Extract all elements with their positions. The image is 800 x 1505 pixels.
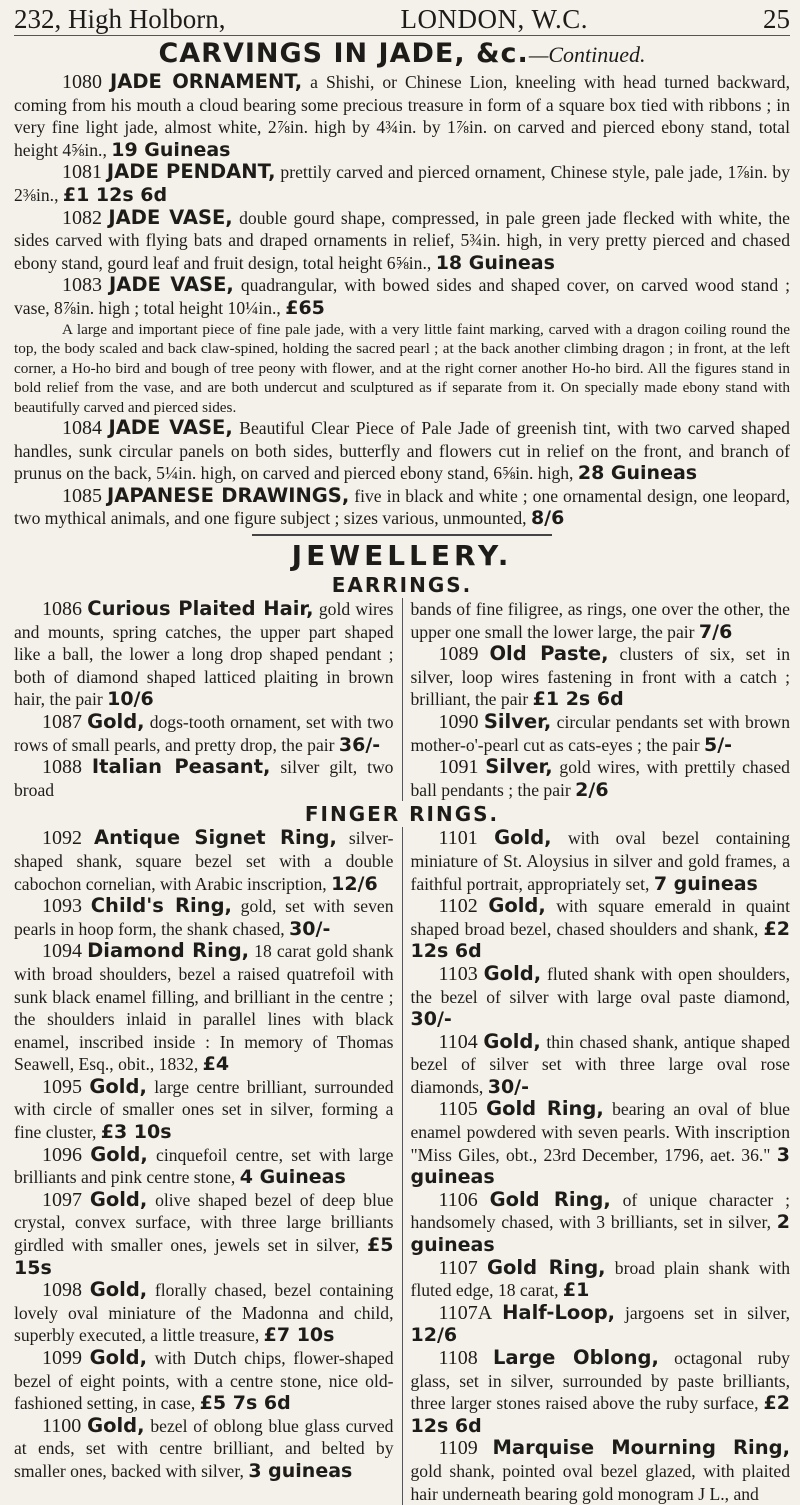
lot-entry xyxy=(14,895,394,940)
lot-description: thin chased shank, antique shaped bezel of silver set with three large oval rose diamonds, xyxy=(410,1031,790,1097)
lot-price: 8/6 xyxy=(530,507,565,530)
lot-number: 1083 xyxy=(62,274,102,297)
lot-price: 19 Guineas xyxy=(111,138,231,161)
lot-price: 28 Guineas xyxy=(577,462,698,485)
lot-name: Italian Peasant, xyxy=(91,755,271,779)
lot-entry xyxy=(14,940,394,1076)
lot-entry xyxy=(411,1347,791,1437)
lot-description: bands of fine filigree, as rings, one over the other, the upper one small the lower large, the pair xyxy=(410,599,790,642)
finger-rings-left-column xyxy=(14,827,403,1505)
lot-description: gold wires and mounts, spring catches, the upper part shaped like a ball, the lower a long drop shaped pendant ; both of diamond shaped latticed plaiting in brown hair, the pair xyxy=(14,599,394,710)
lot-price: 12/6 xyxy=(331,872,378,895)
lot-name: JADE VASE, xyxy=(108,205,233,229)
lot-description: dogs-tooth ornament, set with two rows of small pearls, and pretty drop, the pair xyxy=(14,711,394,755)
lot-name: Gold, xyxy=(89,1074,147,1098)
lot-number: 1107 xyxy=(438,1256,478,1279)
lot-description: with Dutch chips, flower-shaped bezel of eight points, with a centre stone, nice old-fashioned setting, in case, xyxy=(14,1348,394,1414)
lot-entry xyxy=(411,643,791,711)
lot-description: bearing an oval of blue enamel powdered with seven pearls. With inscription "Miss Giles, obt., 23rd December, 1796, aet. 36." xyxy=(410,1099,790,1165)
lot-entry xyxy=(14,756,394,801)
lot-name: Antique Signet Ring, xyxy=(94,826,337,850)
lot-description: double gourd shape, compressed, in pale green jade flecked with white, the sides carved with flying bats and draped ornaments in relief, 5¾in. high, in very pretty pierced and chased ebony stand, gourd leaf and fruit design, total height 6⅝in., xyxy=(14,207,790,273)
lot-price: 18 Guineas xyxy=(435,251,555,274)
lot-price: £5 15s xyxy=(14,1234,394,1279)
lot-name: Gold Ring, xyxy=(486,1097,604,1121)
lot-name: Gold, xyxy=(87,1413,145,1437)
lot-number: 1089 xyxy=(438,643,479,666)
lot-number: 1082 xyxy=(62,206,102,229)
running-head xyxy=(14,0,790,36)
lot-description: large centre brilliant, surrounded with circle of smaller ones set in silver, forming a fine cluster, xyxy=(14,1076,394,1143)
lot-entry xyxy=(411,963,791,1031)
section-title-text: CARVINGS IN JADE, &c. xyxy=(158,38,529,69)
lot-number: 1098 xyxy=(42,1279,82,1302)
lot-entry xyxy=(14,711,394,756)
lot-name: Marquise Mourning Ring, xyxy=(492,1436,790,1460)
lot-number: 1099 xyxy=(42,1347,82,1369)
lot-entry xyxy=(411,827,791,895)
lot-name: JADE PENDANT, xyxy=(106,160,276,184)
lot-number: 1081 xyxy=(62,161,102,184)
lot-description: A large and important piece of fine pale jade, with a very little faint marking, carved with a dragon coiling round the top, the body scaled and back claw-spined, holding the sacred pearl ; at the back another climbing dragon ; in front, at the left corner, a Ho-ho bird and bough of tree peony with flower, and at the right corner another Ho-ho bird. All the figures stand in bold relief from the vase, and are both undercut and sculptured as if separate from it. On specially made ebony stand with beautifully carved and pierced sides. xyxy=(14,320,790,416)
lot-price: 36/- xyxy=(338,733,381,756)
lot-entry xyxy=(411,1189,791,1257)
earrings-left-column xyxy=(14,598,403,801)
lot-entry xyxy=(411,756,791,801)
lot-name: JADE VASE, xyxy=(108,416,233,440)
lot-price: 3 guineas xyxy=(410,1143,790,1189)
lot-entry xyxy=(14,274,790,319)
lot-number: 1091 xyxy=(438,756,479,779)
lot-description: jargoens set in silver, xyxy=(615,1302,790,1323)
lot-price: 30/- xyxy=(410,1008,452,1031)
lot-entry xyxy=(14,207,790,275)
lot-price: £1 12s 6d xyxy=(62,183,168,206)
lot-entry xyxy=(411,598,791,643)
lot-entry xyxy=(14,1279,394,1347)
lot-entry xyxy=(14,485,790,530)
lot-price: £1 xyxy=(562,1279,590,1302)
lot-description: fluted shank with open shoulders, the bezel of silver with large oval paste diamond, xyxy=(410,963,791,1007)
lot-number: 1090 xyxy=(438,710,479,733)
section-continued: —Continued. xyxy=(528,42,646,67)
lot-name: Gold Ring, xyxy=(486,1255,606,1279)
finger-rings-columns xyxy=(14,827,790,1505)
carvings-entries xyxy=(14,71,790,530)
lot-description: gold shank, pointed oval bezel glazed, with plaited hair underneath bearing gold monogram J L., and xyxy=(410,1460,790,1504)
lot-description: quadrangular, with bowed sides and shaped cover, on carved wood stand ; vase, 8⅞in. high ; total height 10¼in., xyxy=(14,275,791,318)
lot-entry xyxy=(14,1347,394,1415)
lot-price: 3 guineas xyxy=(248,1459,353,1482)
section-title xyxy=(14,38,790,71)
lot-entry xyxy=(411,1098,791,1188)
lot-number: 1109 xyxy=(438,1437,478,1460)
lot-price: £65 xyxy=(285,296,325,319)
lot-number: 1088 xyxy=(42,756,82,779)
lot-description: gold wires, with prettily chased ball pendants ; the pair xyxy=(410,757,790,800)
lot-entry xyxy=(14,1415,394,1483)
lot-number: 1085 xyxy=(62,484,102,507)
lot-name: Gold, xyxy=(488,894,546,918)
lot-description: 18 carat gold shank with broad shoulders, bezel a raised quatrefoil with sunk black enamel filling, and brilliant in the centre ; the shoulders inlaid in parallel lines with black enamel, inscribed inside : In memory of Thomas Seawell, Esq., obit., 1832, xyxy=(14,941,394,1075)
lot-number: 1102 xyxy=(438,895,478,918)
lot-entry xyxy=(14,827,394,895)
lot-number: 1097 xyxy=(42,1188,82,1211)
lot-entry xyxy=(14,161,790,206)
lot-price: £5 7s 6d xyxy=(199,1392,291,1415)
lot-entry xyxy=(14,417,790,485)
lot-entry xyxy=(14,1144,394,1189)
lot-description: five in black and white ; one ornamental design, one leopard, two mythical animals, and one figure subject ; sizes various, unmounted, xyxy=(14,485,790,529)
lot-number: 1095 xyxy=(42,1075,82,1098)
lot-description: clusters of six, set in silver, loop wires fastening in front with a catch ; brilliant, the pair xyxy=(410,644,790,710)
lot-entry xyxy=(411,1302,791,1347)
lot-description: silver gilt, two broad xyxy=(14,757,394,800)
lot-description: octagonal ruby glass, set in silver, surrounded by paste brilliants, three larger stones raised above the ruby surface, xyxy=(410,1348,790,1414)
lot-name: Gold, xyxy=(483,961,542,985)
lot-number: 1094 xyxy=(42,940,82,963)
lot-price: £2 12s 6d xyxy=(410,917,790,963)
lot-entry xyxy=(411,1437,791,1505)
lot-description: bezel of oblong blue glass curved at ends, set with centre brilliant, and belted by smaller ones, backed with silver, xyxy=(14,1415,394,1481)
catalogue-page xyxy=(14,0,791,1504)
lot-name: Gold, xyxy=(483,1029,541,1053)
lot-number: 1080 xyxy=(62,71,102,93)
lot-number: 1093 xyxy=(42,895,82,918)
lot-description: Beautiful Clear Piece of Pale Jade of greenish tint, with two carved shaped handles, sunk circular panels on both sides, butterfly and flowers cut in relief on the front, and branch of prunus on the back, 5¼in. high, on carved and pierced ebony stand, 6⅝in. high, xyxy=(14,418,790,484)
lot-number: 1104 xyxy=(438,1030,478,1053)
lot-price: 7 guineas xyxy=(653,872,758,895)
lot-price: 12/6 xyxy=(410,1324,458,1347)
lot-description: gold, set with seven pearls in hoop form, the shank chased, xyxy=(14,896,394,939)
lot-description: broad plain shank with fluted edge, 18 carat, xyxy=(410,1257,790,1301)
lot-number: 1100 xyxy=(42,1414,82,1437)
lot-name: Curious Plaited Hair, xyxy=(87,597,314,620)
lot-description: prettily carved and pierced ornament, Chinese style, pale jade, 1⅞in. by 2⅜in., xyxy=(14,162,791,205)
lot-description: of unique character ; handsomely chased, with 3 brilliants, set in silver, xyxy=(410,1189,790,1233)
lot-number: 1106 xyxy=(438,1188,478,1211)
lot-price: 30/- xyxy=(487,1075,529,1098)
lot-description: a Shishi, or Chinese Lion, kneeling with head turned backward, coming from his mouth a cloud bearing some precious treasure in form of a square box tied with ribbons ; in very fine light jade, almost white, 2⅞in. high by 4¾in. by 1⅞in. on carved and pierced ebony stand, total height 4⅝in., xyxy=(14,72,790,160)
page-number: 25 xyxy=(763,4,790,34)
finger-rings-title: FINGER RINGS. xyxy=(304,802,500,827)
lot-name: Diamond Ring, xyxy=(87,939,250,963)
lot-name: JADE ORNAMENT, xyxy=(109,70,303,93)
lot-price: 7/6 xyxy=(698,620,733,643)
earrings-title: EARRINGS. xyxy=(331,573,473,597)
lot-description: olive shaped bezel of deep blue crystal, convex surface, with three large brilliants girdled with smaller ones, jewels set in silver, xyxy=(14,1189,394,1256)
lot-description: silver-shaped shank, square bezel set with a double cabochon cornelian, with Arabic inscription, xyxy=(14,828,394,894)
lot-description: cinquefoil centre, set with large brilliants and pink centre stone, xyxy=(14,1144,394,1188)
lot-price: £2 12s 6d xyxy=(410,1392,790,1437)
lot-price: £3 10s xyxy=(100,1121,172,1144)
lot-name: JAPANESE DRAWINGS, xyxy=(106,483,350,507)
lot-name: Gold, xyxy=(87,709,145,733)
lot-price: 4 Guineas xyxy=(239,1166,346,1189)
lot-name: Large Oblong, xyxy=(493,1346,659,1369)
lot-number: 1108 xyxy=(438,1347,478,1369)
lot-name: Child's Ring, xyxy=(90,894,232,918)
lot-description: with square emerald in quaint shaped broad bezel, chased shoulders and shank, xyxy=(410,896,790,939)
lot-description: florally chased, bezel containing lovely oval miniature of the Madonna and child, superbly executed, a little treasure, xyxy=(14,1280,394,1346)
lot-name: Gold Ring, xyxy=(489,1187,611,1211)
lot-number: 1092 xyxy=(42,827,82,850)
lot-entry xyxy=(14,71,790,161)
lot-number: 1105 xyxy=(438,1098,478,1121)
lot-description: circular pendants set with brown mother-o'-pearl cut as cats-eyes ; the pair xyxy=(410,711,790,755)
lot-name: Old Paste, xyxy=(489,642,609,666)
lot-number: 1086 xyxy=(42,598,82,620)
lot-price: 5/- xyxy=(703,733,733,756)
address-left: 232, High Holborn, xyxy=(14,4,226,34)
lot-entry xyxy=(14,598,394,711)
lot-name: JADE VASE, xyxy=(108,273,234,297)
lot-number: 1103 xyxy=(438,962,478,985)
lot-entry xyxy=(14,1189,394,1279)
lot-price: 10/6 xyxy=(107,688,154,711)
lot-price: £7 10s xyxy=(263,1324,335,1347)
lot-number: 1087 xyxy=(42,710,82,733)
lot-entry xyxy=(411,1031,791,1099)
lot-number: 1084 xyxy=(62,417,102,440)
lot-number: 1101 xyxy=(438,827,478,850)
earrings-right-column xyxy=(403,598,791,801)
lot-number: 1096 xyxy=(42,1143,82,1166)
city-title: LONDON, W.C. xyxy=(400,4,588,34)
lot-name: Gold, xyxy=(89,1187,148,1211)
lot-price: 30/- xyxy=(289,917,331,940)
lot-name: Gold, xyxy=(90,1142,148,1166)
earrings-columns xyxy=(14,598,790,801)
lot-number: 1107A xyxy=(438,1301,493,1324)
section-divider xyxy=(252,534,552,536)
lot-entry xyxy=(411,895,791,963)
lot-price: 2/6 xyxy=(575,778,609,801)
lot-description: with oval bezel containing miniature of St. Aloysius in silver and gold frames, a faithful portrait, appropriately set, xyxy=(410,828,790,894)
lot-price: 2 guineas xyxy=(410,1211,790,1257)
lot-name: Silver, xyxy=(485,755,553,779)
jewellery-title: JEWELLERY. xyxy=(291,539,513,572)
lot-entry xyxy=(411,1257,791,1302)
lot-entry xyxy=(14,320,790,418)
lot-name: Gold, xyxy=(89,1278,148,1302)
finger-rings-right-column xyxy=(403,827,791,1505)
lot-name: Gold, xyxy=(89,1346,148,1369)
lot-entry xyxy=(14,1076,394,1144)
lot-name: Gold, xyxy=(494,826,552,850)
lot-entry xyxy=(411,711,791,756)
lot-price: £1 2s 6d xyxy=(532,688,624,711)
lot-name: Half-Loop, xyxy=(502,1300,616,1324)
lot-price: £4 xyxy=(202,1053,230,1076)
lot-name: Silver, xyxy=(483,709,552,733)
